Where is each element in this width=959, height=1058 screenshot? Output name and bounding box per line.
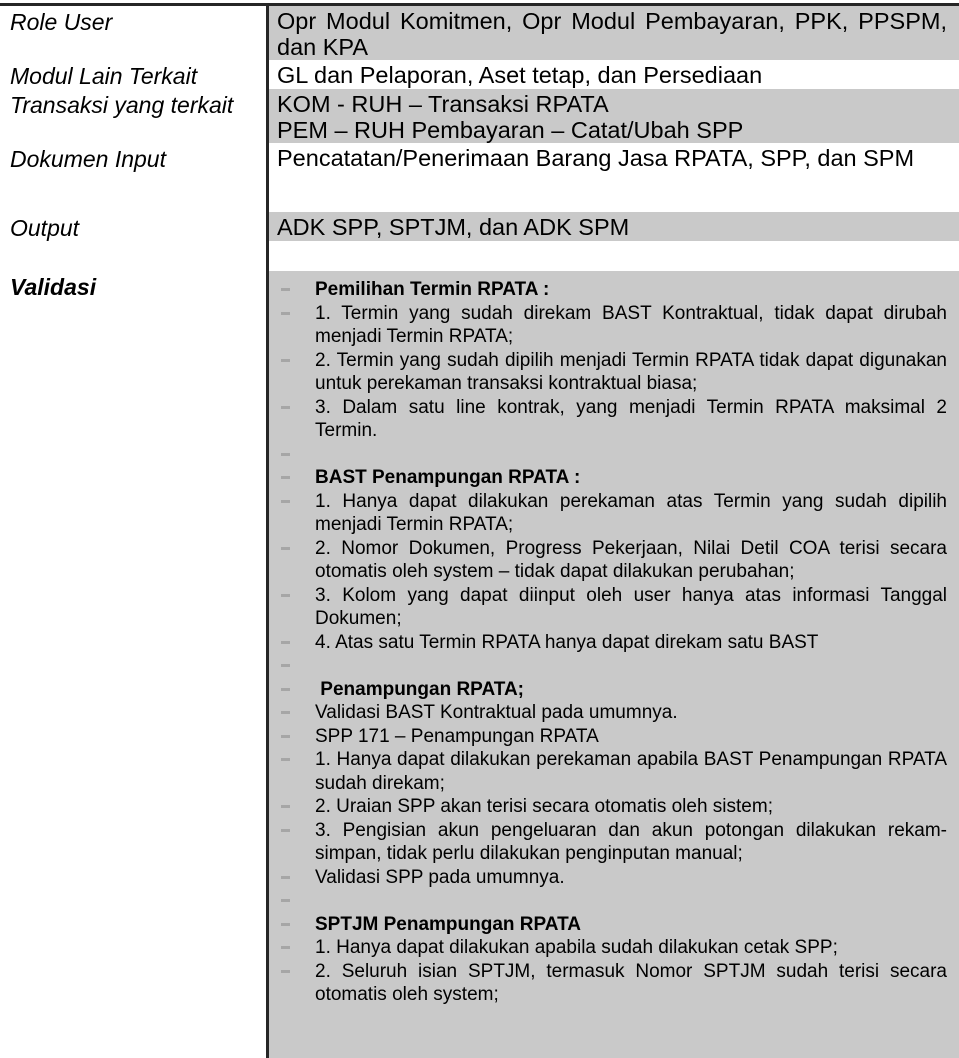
row-label: Validasi [10, 274, 97, 300]
validasi-item: 1. Hanya dapat dilakukan perekaman atas Termin yang sudah dipilih menjadi Termin RPATA; [315, 490, 953, 535]
content-line: PEM – RUH Pembayaran – Catat/Ubah SPP [277, 117, 744, 143]
validasi-item: Penampungan RPATA; [315, 678, 947, 702]
row-label: Output [10, 215, 80, 241]
validasi-item: 3. Pengisian akun pengeluaran dan akun potongan dilakukan rekam-simpan, tidak perlu dilakukan penginputan manual; [315, 819, 947, 864]
table-row [0, 89, 959, 143]
validasi-empty-item [315, 443, 947, 467]
table-row [0, 6, 959, 60]
validasi-item: Validasi SPP pada umumnya. [315, 866, 947, 890]
table-row [0, 60, 959, 89]
validasi-item: BAST Penampungan RPATA : [315, 466, 947, 490]
content-line: Pencatatan/Penerimaan Barang Jasa RPATA, SPP, dan SPM [277, 145, 915, 171]
table-column-divider [266, 3, 269, 1058]
validasi-empty-item [315, 654, 947, 678]
validasi-item: 2. Seluruh isian SPTJM, termasuk Nomor SPTJM sudah terisi secara otomatis oleh system; [315, 960, 953, 1005]
row-content [269, 143, 959, 212]
validasi-item: SPP 171 – Penampungan RPATA [315, 725, 947, 749]
table-spacer-row [0, 241, 959, 271]
validasi-item: Pemilihan Termin RPATA : [315, 278, 947, 302]
validasi-item: 1. Termin yang sudah direkam BAST Kontraktual, tidak dapat dirubah menjadi Termin RPATA; [315, 302, 953, 347]
row-content [269, 241, 959, 271]
content-line: Opr Modul Komitmen, Opr Modul Pembayaran, PPK, PPSPM, dan KPA [277, 8, 947, 60]
validasi-item: 1. Hanya dapat dilakukan apabila sudah dilakukan cetak SPP; [315, 936, 947, 960]
validasi-empty-item [315, 889, 947, 913]
validasi-content [269, 271, 959, 1058]
validasi-item: 2. Uraian SPP akan terisi secara otomatis oleh sistem; [315, 795, 947, 819]
content-line: KOM - RUH – Transaksi RPATA [277, 91, 609, 117]
validasi-item: 3. Dalam satu line kontrak, yang menjadi Termin RPATA maksimal 2 Termin. [315, 396, 952, 441]
row-label: Role User [10, 9, 113, 35]
table-row-validasi [0, 271, 959, 1058]
table-row [0, 143, 959, 212]
table-row [0, 212, 959, 241]
validasi-item: Validasi BAST Kontraktual pada umumnya. [315, 701, 947, 725]
table-top-border [0, 3, 959, 6]
validasi-item: 3. Kolom yang dapat diinput oleh user hanya atas informasi Tanggal Dokumen; [315, 584, 953, 629]
table [0, 6, 959, 1058]
content-line: ADK SPP, SPTJM, dan ADK SPM [277, 214, 630, 240]
row-content [269, 60, 959, 89]
validasi-item: SPTJM Penampungan RPATA [315, 913, 947, 937]
content-line: GL dan Pelaporan, Aset tetap, dan Persediaan [277, 62, 763, 88]
row-label: Dokumen Input [10, 146, 166, 172]
row-label: Modul Lain Terkait [10, 63, 198, 89]
row-label [0, 241, 269, 271]
row-label: Transaksi yang terkait [10, 92, 234, 118]
row-content [269, 6, 959, 60]
validasi-item: 4. Atas satu Termin RPATA hanya dapat direkam satu BAST [315, 631, 947, 655]
validasi-item: 1. Hanya dapat dilakukan perekaman apabila BAST Penampungan RPATA sudah direkam; [315, 749, 953, 794]
row-content [269, 212, 959, 241]
validasi-item: 2. Termin yang sudah dipilih menjadi Termin RPATA tidak dapat digunakan untuk perekaman transaksi kontraktual biasa; [315, 349, 953, 394]
validasi-item: 2. Nomor Dokumen, Progress Pekerjaan, Nilai Detil COA terisi secara otomatis oleh system – tidak dapat dilakukan perubahan; [315, 537, 953, 582]
row-content [269, 89, 959, 143]
